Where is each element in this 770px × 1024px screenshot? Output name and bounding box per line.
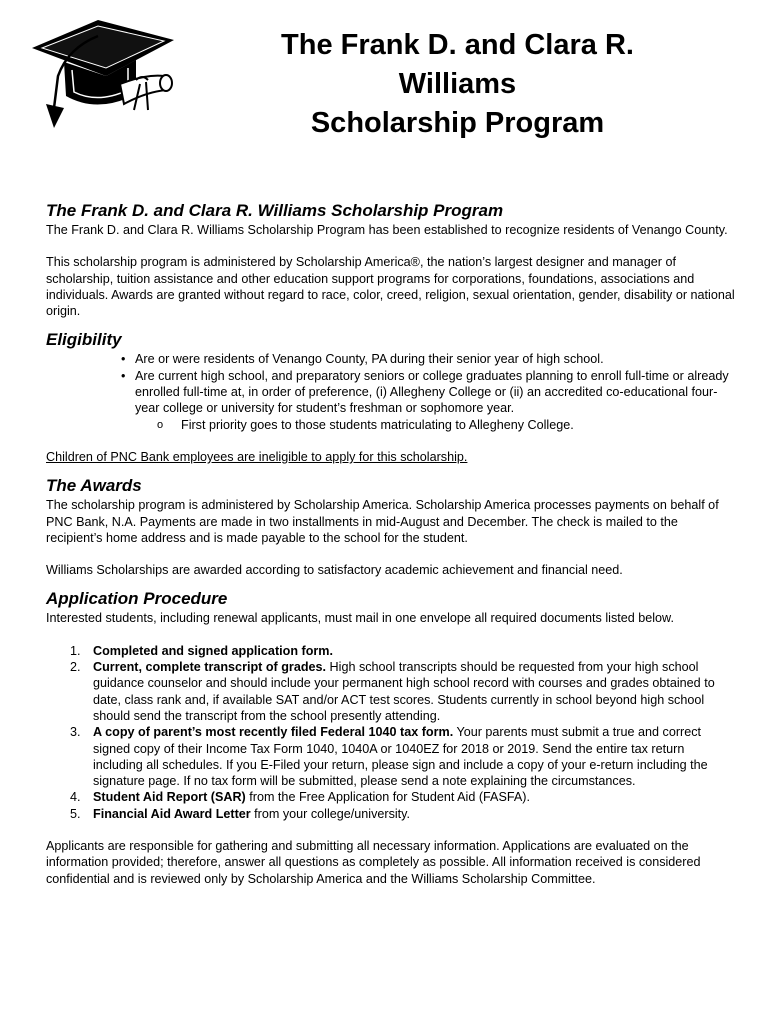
step-text: High school transcripts should be requested from your high school guidance counselor and should include your permanent high school record with courses and grades obtained to date, class rank and, if available SAT and/or ACT test scores. Students currently in school beyond high school should send the transcript from the school presently attending. bbox=[93, 660, 715, 723]
procedure-step bbox=[70, 724, 736, 789]
awards-paragraph-2: Williams Scholarships are awarded according to satisfactory academic achievement and financial need. bbox=[46, 563, 623, 578]
step-title: Completed and signed application form. bbox=[93, 643, 334, 658]
step-title: Current, complete transcript of grades. bbox=[93, 660, 327, 675]
eligibility-sublist bbox=[135, 417, 736, 433]
procedure-heading: Application Procedure bbox=[46, 589, 228, 609]
step-title: Financial Aid Award Letter bbox=[93, 806, 251, 821]
procedure-steps bbox=[46, 643, 736, 822]
procedure-step bbox=[70, 789, 736, 805]
title-line-2: Williams bbox=[398, 68, 517, 100]
step-title: A copy of parent’s most recently filed Federal 1040 tax form. bbox=[93, 725, 454, 740]
procedure-intro: Interested students, including renewal applicants, must mail in one envelope all required documents listed below. bbox=[46, 611, 674, 626]
step-number: 3. bbox=[70, 725, 81, 740]
title-line-3: Scholarship Program bbox=[310, 107, 605, 139]
step-number: 1. bbox=[70, 643, 81, 658]
step-text: from your college/university. bbox=[250, 806, 411, 821]
eligibility-heading: Eligibility bbox=[46, 330, 122, 350]
step-text: Your parents must submit a true and correct signed copy of their Income Tax Form 1040, 1040A or 1040EZ for 2018 or 2019. Send the entire tax return including all schedules. If you E-Filed your return, please sign and include a copy of your e-return including the signature page. If no tax form will be submitted, please send a note explaining the circumstances. bbox=[93, 725, 708, 789]
eligibility-item bbox=[135, 368, 736, 433]
awards-paragraph-1: The scholarship program is administered by Scholarship America. Scholarship America processes payments on behalf of PNC Bank, N.A. Payments are made in two installments in mid-August and December. The check is mailed to the recipient’s home address and is made payable to the school for the student. bbox=[46, 498, 719, 545]
document-body bbox=[46, 200, 736, 887]
intro-paragraph-2: This scholarship program is administered by Scholarship America®, the nation’s largest designer and manager of scholarship, tuition assistance and other education support programs for corporations, foundations, associations and individuals. Awards are granted without regard to race, color, creed, religion, sexual orientation, gender, disability or national origin. bbox=[46, 255, 735, 319]
eligibility-item: • Are or were residents of Venango County, PA during their senior year of high school. bbox=[135, 351, 736, 367]
title-line-1: The Frank D. and Clara R. bbox=[281, 29, 634, 61]
eligibility-list bbox=[46, 351, 736, 432]
intro-heading: The Frank D. and Clara R. Williams Scholarship Program bbox=[46, 201, 504, 220]
procedure-step bbox=[70, 659, 736, 724]
eligibility-item-text: Are current high school, and preparatory seniors or college graduates planning to enroll full-time or already enrolled full-time at, in order of preference, (i) Allegheny College or (ii) an accredited co-educational four-year college or university for student’s freshman or sophomore year. bbox=[135, 368, 729, 416]
step-title: Student Aid Report (SAR) bbox=[93, 790, 246, 805]
eligibility-subitem: o First priority goes to those students matriculating to Allegheny College. bbox=[181, 417, 736, 433]
procedure-closing: Applicants are responsible for gathering and submitting all necessary information. Applications are evaluated on the information provided; therefore, answer all questions as completely as possible. All information received is considered confidential and is reviewed only by Scholarship America and the Williams Scholarship Committee. bbox=[46, 839, 701, 886]
procedure-step bbox=[70, 643, 736, 659]
graduation-cap-diploma-icon bbox=[28, 18, 178, 128]
eligibility-note: Children of PNC Bank employees are ineligible to apply for this scholarship. bbox=[46, 449, 468, 464]
procedure-step bbox=[70, 806, 736, 822]
awards-heading: The Awards bbox=[46, 476, 142, 496]
intro-paragraph-1: The Frank D. and Clara R. Williams Scholarship Program has been established to recognize residents of Venango County. bbox=[46, 223, 728, 237]
step-number: 5. bbox=[70, 806, 81, 821]
step-text: from the Free Application for Student Aid (FASFA). bbox=[245, 790, 530, 805]
page-title bbox=[200, 26, 715, 143]
step-number: 2. bbox=[70, 660, 81, 675]
step-number: 4. bbox=[70, 790, 81, 805]
